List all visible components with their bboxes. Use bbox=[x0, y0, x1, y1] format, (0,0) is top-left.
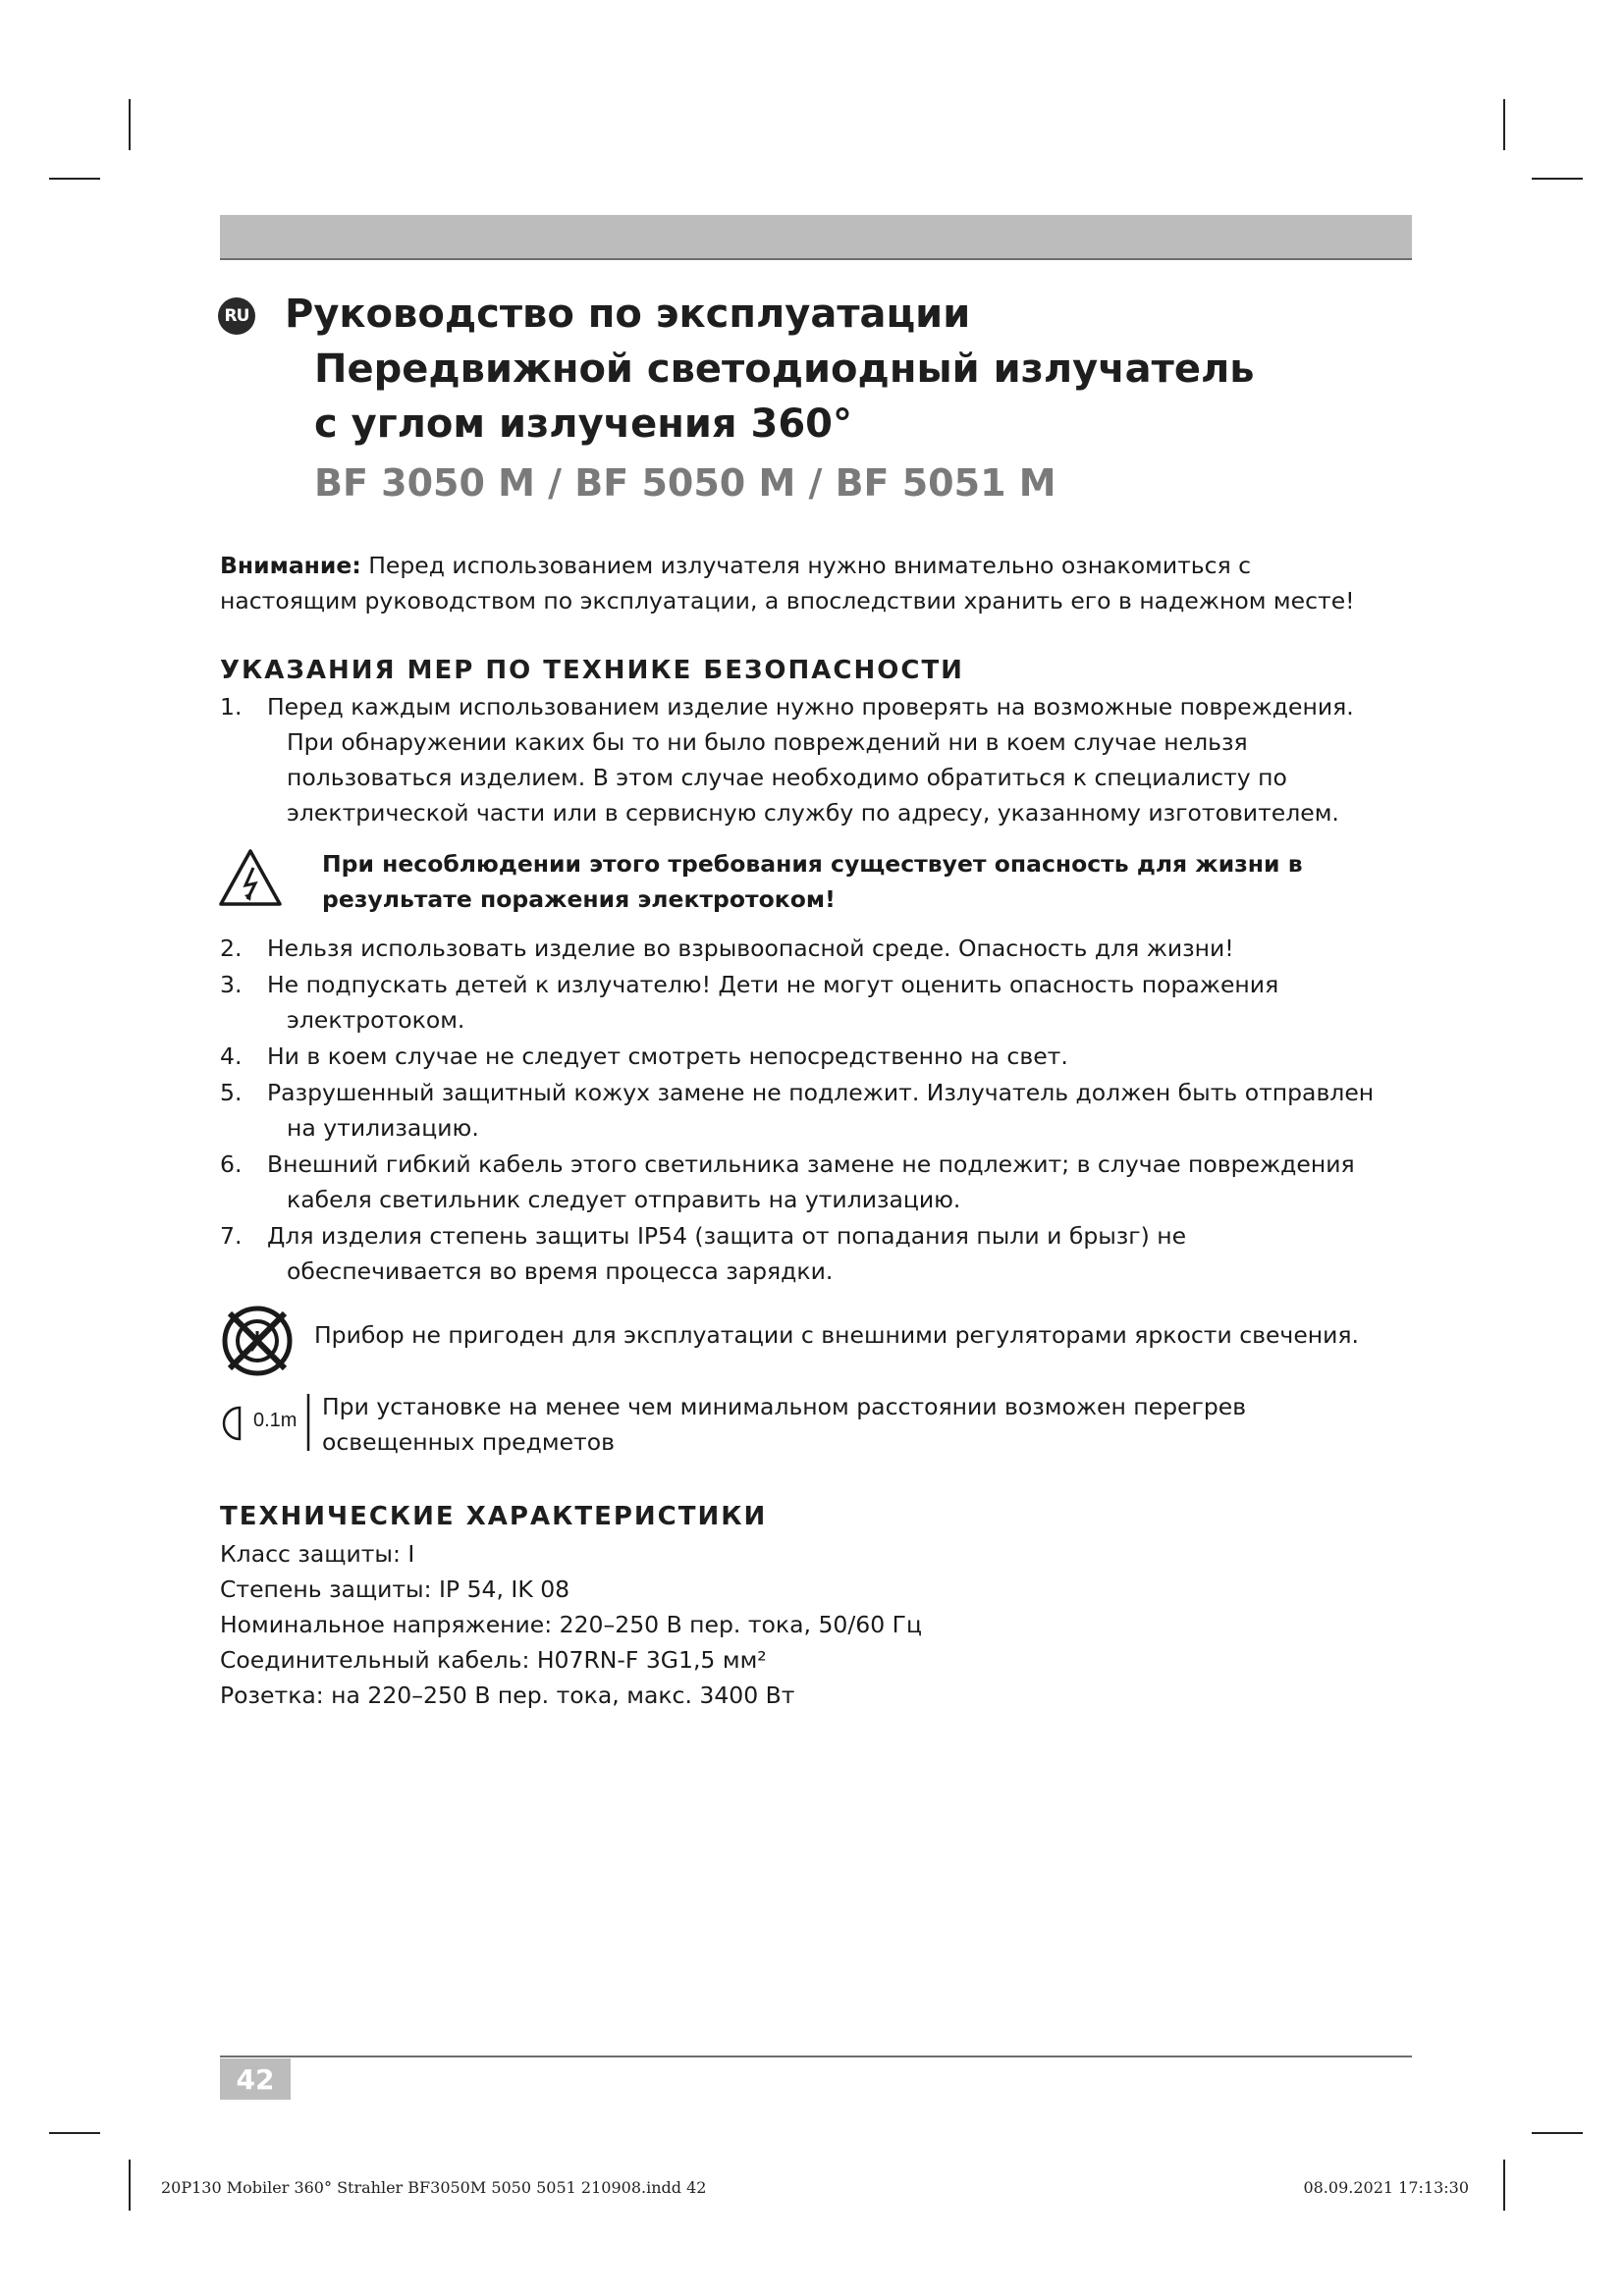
list-line: пользоваться изделием. В этом случае необходимо обратиться к специалисту по bbox=[287, 764, 1287, 791]
print-slug-date: 08.09.2021 17:13:30 bbox=[1303, 2178, 1469, 2197]
list-line: Перед каждым использованием изделие нужно проверять на возможные повреждения. bbox=[267, 693, 1354, 721]
list-line: Внешний гибкий кабель этого светильника замене не подлежит; в случае повреждения bbox=[267, 1150, 1355, 1178]
no-dimmer-note: Прибор не пригоден для эксплуатации с внешними регуляторами яркости свечения. bbox=[314, 1321, 1360, 1349]
danger-warning bbox=[322, 846, 1402, 917]
crop-mark bbox=[49, 178, 100, 180]
list-item bbox=[220, 967, 1428, 1038]
list-item bbox=[220, 689, 1428, 830]
header-rule bbox=[220, 258, 1412, 260]
min-distance-note bbox=[322, 1389, 1402, 1460]
list-line: Ни в коем случае не следует смотреть непосредственно на свет. bbox=[267, 1042, 1068, 1070]
list-item bbox=[220, 1147, 1428, 1217]
spec-row: Номинальное напряжение: 220–250 В пер. тока, 50/60 Гц bbox=[220, 1611, 922, 1638]
crop-mark bbox=[1532, 178, 1583, 180]
model-numbers: BF 3050 M / BF 5050 M / BF 5051 M bbox=[314, 461, 1056, 505]
list-number: 3. bbox=[220, 971, 243, 998]
crop-mark bbox=[1503, 99, 1505, 150]
list-number: 1. bbox=[220, 693, 243, 721]
list-line: электрической части или в сервисную службу по адресу, указанному изготовителем. bbox=[287, 799, 1339, 827]
electric-hazard-icon bbox=[218, 848, 283, 907]
crop-mark bbox=[1503, 2160, 1505, 2211]
distance-label: 0.1m bbox=[253, 1410, 298, 1431]
list-line: При обнаружении каких бы то ни было повреждений ни в коем случае нельзя bbox=[287, 728, 1248, 756]
note-line: освещенных предметов bbox=[322, 1428, 615, 1456]
attention-text: настоящим руководством по эксплуатации, а впоследствии хранить его в надежном месте! bbox=[220, 587, 1355, 614]
list-item bbox=[220, 931, 1428, 966]
safety-list-part2 bbox=[220, 931, 1428, 1290]
document-title bbox=[285, 287, 1255, 452]
list-item bbox=[220, 1218, 1428, 1289]
spec-row: Розетка: на 220–250 В пер. тока, макс. 3400 Вт bbox=[220, 1682, 795, 1709]
no-dimmer-icon bbox=[218, 1302, 297, 1380]
list-line: обеспечивается во время процесса зарядки. bbox=[287, 1257, 834, 1285]
crop-mark bbox=[129, 2160, 131, 2211]
list-item bbox=[220, 1039, 1428, 1074]
safety-heading: УКАЗАНИЯ МЕР ПО ТЕХНИКЕ БЕЗОПАСНОСТИ bbox=[220, 656, 964, 685]
footer-rule bbox=[220, 2056, 1412, 2057]
list-line: Нельзя использовать изделие во взрывоопасной среде. Опасность для жизни! bbox=[267, 934, 1234, 962]
title-line: с углом излучения 360° bbox=[314, 401, 853, 447]
list-number: 7. bbox=[220, 1222, 243, 1250]
spec-row: Класс защиты: I bbox=[220, 1540, 415, 1568]
language-badge-icon: RU bbox=[218, 297, 255, 335]
list-line: Не подпускать детей к излучателю! Дети не могут оценить опасность поражения bbox=[267, 971, 1279, 998]
crop-mark bbox=[49, 2132, 100, 2134]
title-line: Передвижной светодиодный излучатель bbox=[314, 347, 1255, 392]
print-slug-file: 20P130 Mobiler 360° Strahler BF3050M 5050 5051 210908.indd 42 bbox=[161, 2178, 707, 2197]
list-line: электротоком. bbox=[287, 1006, 465, 1034]
list-number: 2. bbox=[220, 934, 243, 962]
danger-line: При несоблюдении этого требования существует опасность для жизни в bbox=[322, 850, 1303, 878]
page-number: 42 bbox=[220, 2058, 291, 2100]
attention-note bbox=[220, 548, 1428, 618]
list-number: 5. bbox=[220, 1079, 243, 1106]
crop-mark bbox=[1532, 2132, 1583, 2134]
specs-list bbox=[220, 1536, 922, 1713]
list-line: кабеля светильник следует отправить на утилизацию. bbox=[287, 1186, 961, 1213]
list-line: на утилизацию. bbox=[287, 1114, 479, 1142]
list-item bbox=[220, 1075, 1428, 1146]
header-band bbox=[220, 215, 1412, 258]
list-line: Разрушенный защитный кожух замене не подлежит. Излучатель должен быть отправлен bbox=[267, 1079, 1375, 1106]
spec-row: Степень защиты: IP 54, IK 08 bbox=[220, 1575, 570, 1603]
spec-row: Соединительный кабель: H07RN-F 3G1,5 мм² bbox=[220, 1646, 767, 1674]
safety-list-part1 bbox=[220, 689, 1428, 831]
min-distance-icon bbox=[218, 1390, 316, 1455]
note-line: При установке на менее чем минимальном расстоянии возможен перегрев bbox=[322, 1393, 1247, 1420]
attention-label: Внимание: bbox=[220, 552, 361, 579]
attention-text: Перед использованием излучателя нужно внимательно ознакомиться с bbox=[360, 552, 1252, 579]
specs-heading: ТЕХНИЧЕСКИЕ ХАРАКТЕРИСТИКИ bbox=[220, 1502, 768, 1531]
crop-mark bbox=[129, 99, 131, 150]
list-number: 4. bbox=[220, 1042, 243, 1070]
list-number: 6. bbox=[220, 1150, 243, 1178]
list-line: Для изделия степень защиты IP54 (защита от попадания пыли и брызг) не bbox=[267, 1222, 1187, 1250]
danger-line: результате поражения электротоком! bbox=[322, 885, 836, 913]
title-line: Руководство по эксплуатации bbox=[285, 292, 971, 337]
